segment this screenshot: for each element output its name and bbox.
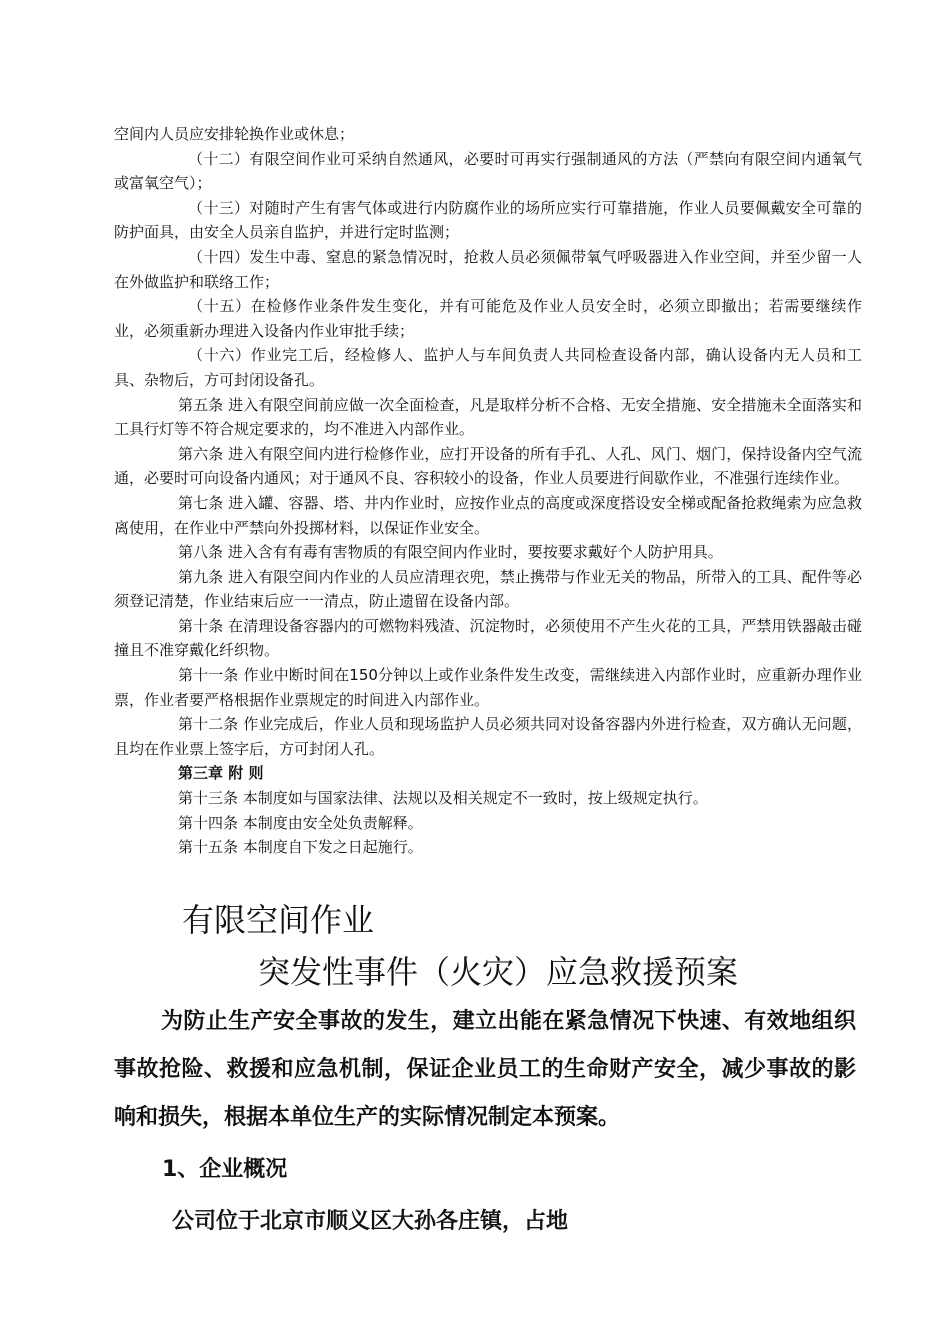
paragraph-item-16: （十六）作业完工后，经检修人、监护人与车间负责人共同检查设备内部，确认设备内无人员和工具、杂物后，方可封闭设备孔。 (114, 346, 862, 389)
paragraph-continuation: 空间内人员应安排轮换作业或休息； (114, 125, 355, 143)
paragraph-item-15: （十五）在检修作业条件发生变化，并有可能危及作业人员安全时，必须立即撤出；若需要继续作业，必须重新办理进入设备内作业审批手续； (114, 297, 862, 340)
article-7: 第七条 进入罐、容器、塔、井内作业时，应按作业点的高度或深度搭设安全梯或配备抢救绳索为应急救离使用，在作业中严禁向外投掷材料，以保证作业安全。 (114, 493, 862, 537)
article-10: 第十条 在清理设备容器内的可燃物料残渣、沉淀物时，必须使用不产生火花的工具，严禁用铁器敲击碰撞且不准穿戴化纤织物。 (114, 616, 862, 660)
article-13: 第十三条 本制度如与国家法律、法规以及相关规定不一致时，按上级规定执行。 (178, 789, 708, 808)
document-title-line-2: 突发性事件（火灾）应急救援预案 (258, 953, 739, 991)
section-heading: 1、企业概况 (162, 1157, 288, 1182)
document-title-line-1: 有限空间作业 (182, 901, 375, 939)
article-9: 第九条 进入有限空间内作业的人员应清理衣兜，禁止携带与作业无关的物品，所带入的工具、配件等必须登记清楚，作业结束后应一一清点，防止遗留在设备内部。 (114, 567, 862, 611)
section-paragraph: 公司位于北京市顺义区大孙各庄镇，占地 (172, 1209, 569, 1234)
paragraph-item-14: （十四）发生中毒、窒息的紧急情况时，抢救人员必须佩带氧气呼吸器进入作业空间，并至少留一人在外做监护和联络工作； (114, 247, 862, 291)
intro-paragraph: 为防止生产安全事故的发生，建立出能在紧急情况下快速、有效地组织事故抢险、救援和应急机制，保证企业员工的生命财产安全，减少事故的影响和损失，根据本单位生产的实际情况制定本预案。 (114, 1009, 856, 1130)
paragraph-item-12: （十二）有限空间作业可采纳自然通风，必要时可再实行强制通风的方法（严禁向有限空间内通氧气或富氧空气）； (114, 149, 862, 193)
article-15: 第十五条 本制度自下发之日起施行。 (178, 838, 423, 857)
paragraph-item-13: （十三）对随时产生有害气体或进行内防腐作业的场所应实行可靠措施，作业人员要佩戴安全可靠的防护面具，由安全人员亲自监护，并进行定时监测； (114, 198, 862, 242)
intro-paragraph-block (114, 998, 856, 1142)
article-11: 第十一条 作业中断时间在150分钟以上或作业条件发生改变，需继续进入内部作业时，应重新办理作业票，作业者要严格根据作业票规定的时间进入内部作业。 (114, 666, 862, 709)
article-12: 第十二条 作业完成后，作业人员和现场监护人员必须共同对设备容器内外进行检查，双方确认无问题，且均在作业票上签字后，方可封闭人孔。 (114, 715, 862, 758)
article-6: 第六条 进入有限空间内进行检修作业，应打开设备的所有手孔、人孔、风门、烟门，保持设备内空气流通，必要时可向设备内通风；对于通风不良、容积较小的设备，作业人员要进行间歇作业，不准强行连续作业。 (114, 444, 862, 488)
article-5: 第五条 进入有限空间前应做一次全面检查，凡是取样分析不合格、无安全措施、安全措施未全面落实和工具行灯等不符合规定要求的，均不准进入内部作业。 (114, 395, 862, 439)
chapter-heading: 第三章 附 则 (178, 764, 264, 783)
article-8: 第八条 进入含有有毒有害物质的有限空间内作业时，要按要求戴好个人防护用具。 (178, 543, 723, 562)
article-14: 第十四条 本制度由安全处负责解释。 (178, 813, 423, 832)
regulation-body (114, 122, 862, 860)
